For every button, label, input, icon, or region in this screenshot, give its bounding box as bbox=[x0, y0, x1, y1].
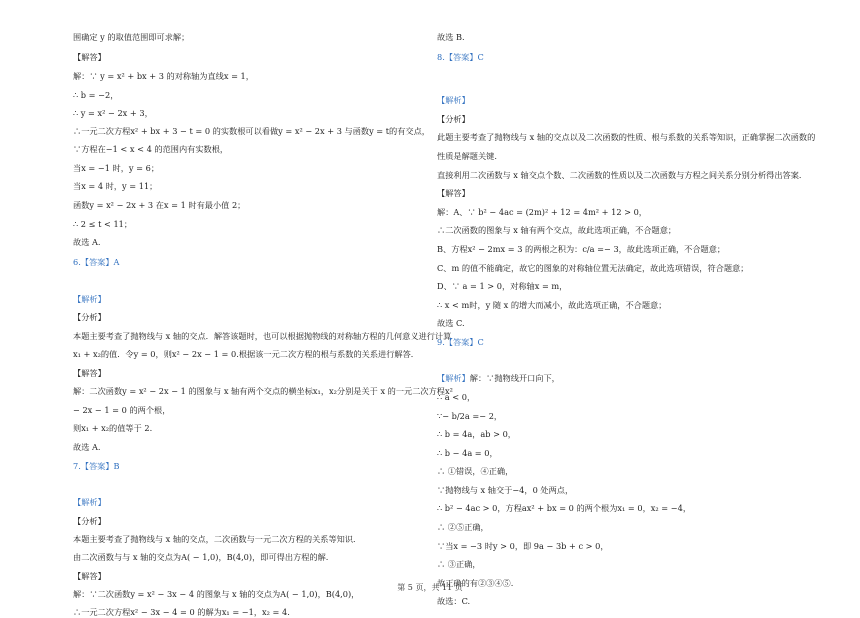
right-column-line: ∴ b = 4a，ab > 0， bbox=[437, 429, 516, 439]
right-column-line: 故正确的有②③④⑤. bbox=[437, 578, 514, 588]
right-column-line: 【分析】 bbox=[437, 114, 470, 124]
right-column-line: ∵当x = −3 时y > 0，即 9a − 3b + c > 0， bbox=[437, 541, 609, 551]
right-column-line: 故选 C. bbox=[437, 318, 465, 328]
left-column-line: 【解析】 bbox=[73, 294, 106, 304]
left-column-line: 则x₁ + x₂的值等于 2. bbox=[73, 423, 153, 433]
left-column-line: ∴ y = x² − 2x + 3， bbox=[73, 108, 153, 118]
right-column-line: ∴二次函数的图象与 x 轴有两个交点，故此选项正确，不合题意； bbox=[437, 225, 677, 235]
right-column-line: 【解析】 bbox=[437, 95, 470, 105]
left-column-line: 围确定 y 的取值范围即可求解； bbox=[73, 32, 190, 42]
left-column-line: 【解答】 bbox=[73, 571, 106, 581]
right-column-line: ∴ b − 4a = 0， bbox=[437, 448, 498, 458]
right-column-line: 8.【答案】C bbox=[437, 52, 484, 62]
right-column-line: ∴ ①错误，④正确， bbox=[437, 466, 514, 476]
page-footer: 第 5 页，共 11 页 bbox=[397, 583, 463, 592]
left-column-line: 7.【答案】B bbox=[73, 461, 120, 471]
right-column-line: D、∵ a = 1 > 0，对称轴x = m， bbox=[437, 281, 568, 291]
right-column-line: 故选 B. bbox=[437, 32, 465, 42]
left-column-line: 解：∵ y = x² + bx + 3 的对称轴为直线x = 1， bbox=[73, 71, 254, 81]
left-column-line: 本题主要考查了抛物线与 x 轴的交点．解答该题时，也可以根据抛物线的对称轴方程的几何意义进行计算 bbox=[73, 331, 452, 341]
left-column-line: 当x = 4 时，y = 11； bbox=[73, 181, 158, 191]
left-column-line: 解：∵二次函数y = x² − 3x − 4 的图象与 x 轴的交点为A( − 1,0)，B(4,0)， bbox=[73, 589, 360, 599]
left-column-line: 【解答】 bbox=[73, 52, 106, 62]
right-column-line: ∴ a < 0， bbox=[437, 392, 476, 402]
left-column-line: 【解答】 bbox=[73, 368, 106, 378]
right-column-line: ∴ x < m时，y 随 x 的增大而减小，故此选项正确，不合题意； bbox=[437, 300, 667, 310]
left-column-line: 由二次函数与与 x 轴的交点为A( − 1,0)，B(4,0)，即可得出方程的解. bbox=[73, 552, 329, 562]
left-column-line: 本题主要考查了抛物线与 x 轴的交点，二次函数与一元二次方程的关系等知识． bbox=[73, 534, 362, 544]
right-column-line: ∴ b² − 4ac > 0，方程ax² + bx = 0 的两个根为x₁ = 0，x₂ = −4， bbox=[437, 503, 692, 513]
left-column-line: ∴一元二次方程x² + bx + 3 − t = 0 的实数根可以看做y = x² − 2x + 3 与函数y = t的有交点， bbox=[73, 126, 430, 136]
right-column-line: B、方程x² − 2mx = 3 的两根之积为：c/a =− 3，故此选项正确，不合题意； bbox=[437, 244, 726, 254]
right-column-line: C、m 的值不能确定，故它的图象的对称轴位置无法确定，故此选项错误，符合题意； bbox=[437, 263, 749, 273]
right-column-line: 故选：C. bbox=[437, 596, 471, 606]
left-column-line: 故选 A. bbox=[73, 442, 101, 452]
right-column-line: 【解析】解：∵抛物线开口向下， bbox=[437, 373, 560, 383]
right-column-line: 此题主要考查了抛物线与 x 轴的交点以及二次函数的性质、根与系数的关系等知识，正确掌握二次函数的 bbox=[437, 132, 816, 142]
left-column-line: ∴一元二次方程x² − 3x − 4 = 0 的解为x₁ = −1，x₂ = 4. bbox=[73, 607, 290, 617]
right-column-line: ∵− b/2a =− 2， bbox=[437, 411, 503, 421]
left-column-line: 【分析】 bbox=[73, 516, 106, 526]
left-column-line: 函数y = x² − 2x + 3 在x = 1 时有最小值 2； bbox=[73, 200, 246, 210]
right-column-line: 9.【答案】C bbox=[437, 337, 484, 347]
left-column-line: 解：二次函数y = x² − 2x − 1 的图象与 x 轴有两个交点的横坐标x₁，x₂分别是关于 x 的一元二次方程x² bbox=[73, 386, 453, 396]
right-column-line: ∴ ③正确， bbox=[437, 559, 481, 569]
right-column-line: 【解答】 bbox=[437, 188, 470, 198]
left-column-line: ∵方程在−1 < x < 4 的范围内有实数根， bbox=[73, 144, 229, 154]
left-column-line: x₁ + x₂的值．令y = 0，则x² − 2x − 1 = 0.根据该一元二次方程的根与系数的关系进行解答． bbox=[73, 349, 419, 359]
left-column-line: 当x = −1 时，y = 6； bbox=[73, 163, 160, 173]
right-column-line: ∴ ②⑤正确， bbox=[437, 522, 489, 532]
right-column-line: 直接利用二次函数与 x 轴交点个数、二次函数的性质以及二次函数与方程之间关系分别分析得出答案． bbox=[437, 170, 808, 180]
right-column-line: ∵抛物线与 x 轴交于−4，0 处两点， bbox=[437, 485, 574, 495]
left-column-line: 【解析】 bbox=[73, 497, 106, 507]
right-column-line: 解：A、∵ b² − 4ac = (2m)² + 12 = 4m² + 12 > 0， bbox=[437, 207, 647, 217]
left-column-line: − 2x − 1 = 0 的两个根， bbox=[73, 405, 171, 415]
left-column-line: 【分析】 bbox=[73, 312, 106, 322]
right-column-line: 性质是解题关键. bbox=[437, 151, 497, 161]
left-column-line: 6.【答案】A bbox=[73, 257, 120, 267]
left-column-line: ∴ 2 ≤ t < 11； bbox=[73, 219, 133, 229]
left-column-line: ∴ b = −2， bbox=[73, 90, 119, 100]
left-column-line: 故选 A. bbox=[73, 237, 101, 247]
